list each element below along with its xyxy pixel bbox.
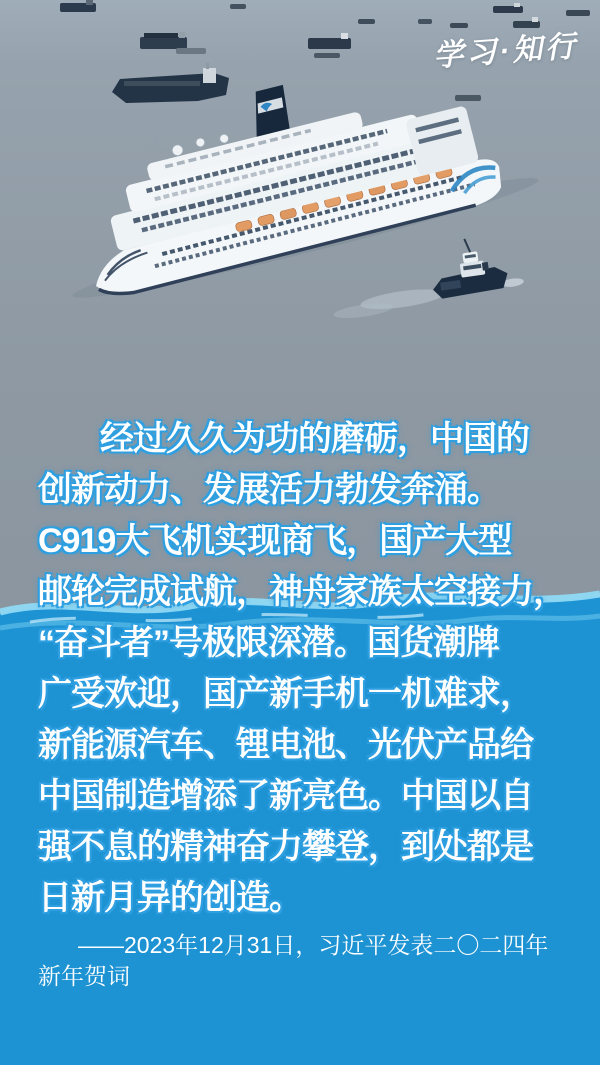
quote-text-block — [0, 414, 600, 924]
attribution-line: ——2023年12月31日，习近平发表二〇二四年 — [78, 932, 549, 958]
cargo-ship-silhouette — [450, 23, 468, 28]
cargo-ship-silhouette — [314, 53, 340, 58]
attribution-line: 新年贺词 — [38, 963, 130, 989]
cargo-ship-silhouette — [176, 48, 206, 54]
cargo-ship-silhouette — [455, 95, 481, 101]
cargo-ship-silhouette — [358, 19, 375, 24]
cargo-ship-silhouette — [566, 10, 590, 16]
quote-line: 创新动力、发展活力勃发奔涌。 — [38, 471, 500, 509]
xuexi-zhixing-logo: 学习·知行 — [432, 29, 580, 74]
quote-line: 广受欢迎，国产新手机一机难求， — [38, 675, 533, 713]
quote-line: 强不息的精神奋力攀登，到处都是 — [38, 828, 533, 866]
container-ship — [140, 32, 187, 49]
quote-line: C919大飞机实现商飞，国产大型 — [38, 522, 512, 560]
attribution — [0, 930, 600, 992]
quote-line: 新能源汽车、锂电池、光伏产品给 — [38, 726, 533, 764]
quote-line: 中国制造增添了新亮色。中国以自 — [38, 777, 533, 815]
quote-line: “奋斗者”号极限深潜。国货潮牌 — [38, 624, 499, 662]
quote-line: 经过久久为功的磨砺，中国的 — [100, 420, 529, 458]
quote-line: 日新月异的创造。 — [38, 879, 302, 917]
cargo-ship-silhouette — [230, 4, 246, 9]
cargo-ship-silhouette — [418, 19, 432, 24]
quote-line: 邮轮完成试航，神舟家族太空接力， — [38, 573, 566, 611]
